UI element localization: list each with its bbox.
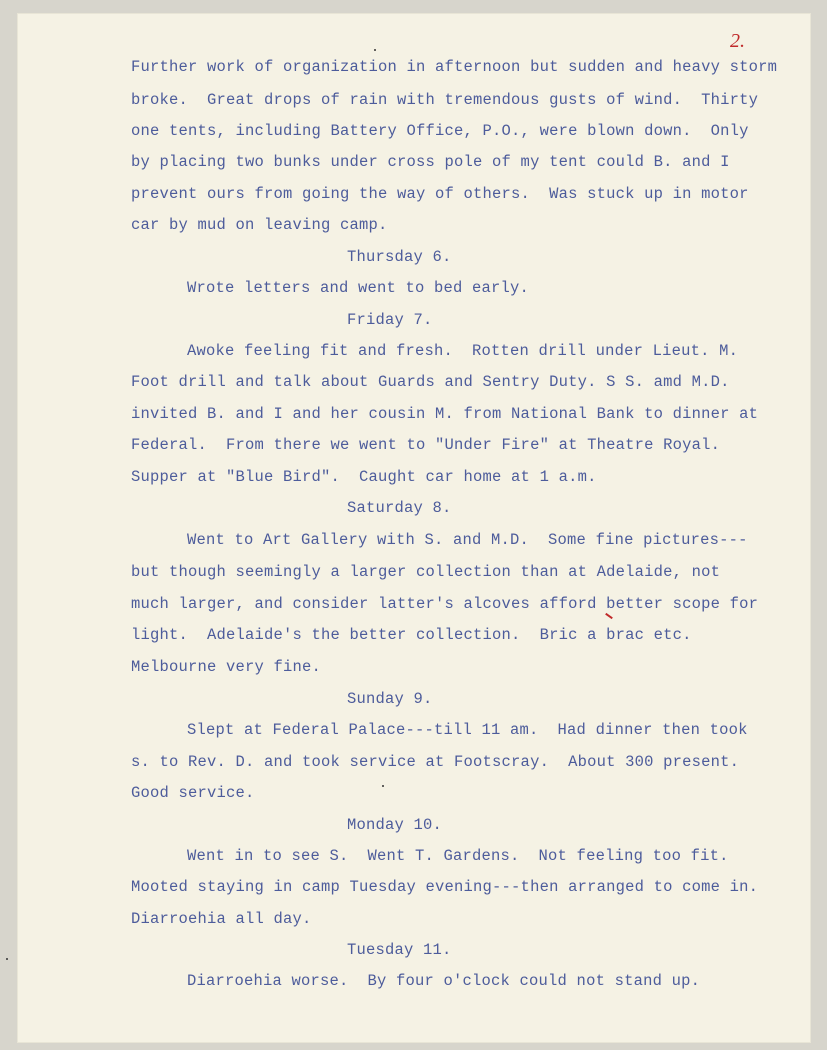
text-line: Went to Art Gallery with S. and M.D. Some fine pictures---: [187, 531, 748, 549]
text-line: Slept at Federal Palace---till 11 am. Had dinner then took: [187, 721, 748, 739]
text-line: light. Adelaide's the better collection. Bric a brac etc.: [131, 626, 692, 644]
ink-fleck: [6, 958, 8, 960]
text-line: Further work of organization in afternoon but sudden and heavy storm: [131, 58, 778, 76]
ink-fleck: [374, 49, 376, 51]
text-line: Melbourne very fine.: [131, 658, 322, 676]
date-heading: Saturday 8.: [347, 499, 452, 517]
text-line: but though seemingly a larger collection than at Adelaide, not: [131, 563, 721, 581]
text-line: much larger, and consider latter's alcoves afford better scope for: [131, 595, 759, 613]
page-number: 2.: [730, 30, 745, 52]
text-line: Diarroehia worse. By four o'clock could not stand up.: [187, 972, 701, 990]
text-line: invited B. and I and her cousin M. from National Bank to dinner at: [131, 405, 759, 423]
text-line: Good service.: [131, 784, 255, 802]
text-line: s. to Rev. D. and took service at Footscray. About 300 present.: [131, 753, 740, 771]
ink-fleck: [382, 785, 384, 787]
text-line: Foot drill and talk about Guards and Sentry Duty. S S. amd M.D.: [131, 373, 730, 391]
text-line: Wrote letters and went to bed early.: [187, 279, 530, 297]
text-line: Awoke feeling fit and fresh. Rotten drill under Lieut. M.: [187, 342, 739, 360]
date-heading: Sunday 9.: [347, 690, 433, 708]
text-line: car by mud on leaving camp.: [131, 216, 388, 234]
text-line: one tents, including Battery Office, P.O., were blown down. Only: [131, 122, 749, 140]
text-line: Mooted staying in camp Tuesday evening---then arranged to come in.: [131, 878, 759, 896]
text-line: by placing two bunks under cross pole of my tent could B. and I: [131, 153, 730, 171]
date-heading: Monday 10.: [347, 816, 443, 834]
text-line: Supper at "Blue Bird". Caught car home at 1 a.m.: [131, 468, 597, 486]
text-line: Went in to see S. Went T. Gardens. Not feeling too fit.: [187, 847, 729, 865]
text-line: prevent ours from going the way of others. Was stuck up in motor: [131, 185, 749, 203]
text-line: Diarroehia all day.: [131, 910, 312, 928]
text-line: Federal. From there we went to "Under Fire" at Theatre Royal.: [131, 436, 721, 454]
date-heading: Thursday 6.: [347, 248, 452, 266]
date-heading: Friday 7.: [347, 311, 433, 329]
date-heading: Tuesday 11.: [347, 941, 452, 959]
text-line: broke. Great drops of rain with tremendous gusts of wind. Thirty: [131, 91, 759, 109]
